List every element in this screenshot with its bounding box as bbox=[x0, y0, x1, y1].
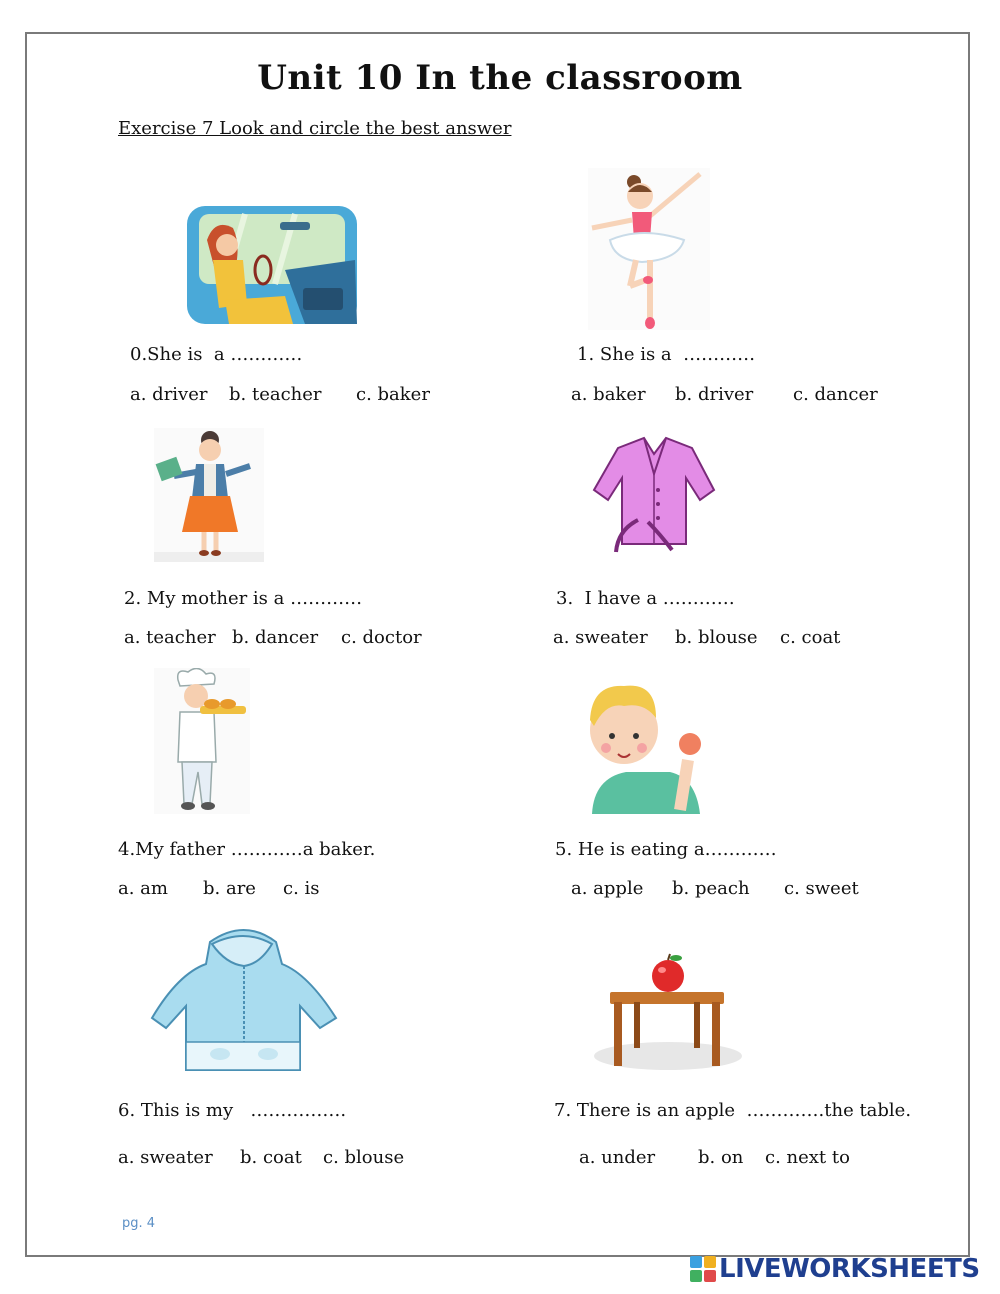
question-1-option-c[interactable]: c. dancer bbox=[793, 384, 878, 405]
brand-name: LIVEWORKSHEETS bbox=[719, 1254, 980, 1284]
question-1-option-a[interactable]: a. baker bbox=[571, 384, 646, 405]
question-5-prompt: 5. He is eating a………… bbox=[555, 839, 777, 860]
question-4-option-a[interactable]: a. am bbox=[118, 878, 168, 899]
question-0-prompt: 0.She is a ………… bbox=[130, 344, 303, 365]
question-3-option-b[interactable]: b. blouse bbox=[675, 627, 758, 648]
question-7-prompt: 7. There is an apple ………….the table. bbox=[554, 1100, 912, 1121]
question-2-prompt: 2. My mother is a ………… bbox=[124, 588, 363, 609]
question-3-option-c[interactable]: c. coat bbox=[780, 627, 841, 648]
dancer-picture bbox=[588, 168, 710, 330]
question-2-option-c[interactable]: c. doctor bbox=[341, 627, 422, 648]
question-6-option-b[interactable]: b. coat bbox=[240, 1147, 302, 1168]
question-4-option-b[interactable]: b. are bbox=[203, 878, 256, 899]
question-4-option-c[interactable]: c. is bbox=[283, 878, 320, 899]
liveworksheets-logo[interactable] bbox=[690, 1254, 980, 1284]
question-6-option-a[interactable]: a. sweater bbox=[118, 1147, 213, 1168]
question-7-option-c[interactable]: c. next to bbox=[765, 1147, 850, 1168]
boy-eating-picture bbox=[584, 680, 712, 814]
baker-picture bbox=[154, 668, 250, 814]
question-5-option-b[interactable]: b. peach bbox=[672, 878, 750, 899]
page-title: Unit 10 In the classroom bbox=[257, 58, 743, 98]
question-5-option-a[interactable]: a. apple bbox=[571, 878, 644, 899]
apple-on-table-picture bbox=[594, 952, 744, 1074]
question-1-option-b[interactable]: b. driver bbox=[675, 384, 754, 405]
question-7-option-a[interactable]: a. under bbox=[579, 1147, 656, 1168]
page-number: pg. 4 bbox=[122, 1216, 156, 1231]
question-3-option-a[interactable]: a. sweater bbox=[553, 627, 648, 648]
blouse-picture bbox=[588, 434, 720, 560]
question-3-prompt: 3. I have a ………… bbox=[556, 588, 735, 609]
question-5-option-c[interactable]: c. sweet bbox=[784, 878, 859, 899]
question-2-option-b[interactable]: b. dancer bbox=[232, 627, 319, 648]
question-0-option-c[interactable]: c. baker bbox=[356, 384, 430, 405]
question-4-prompt: 4.My father …………a baker. bbox=[118, 839, 376, 860]
question-0-option-b[interactable]: b. teacher bbox=[229, 384, 322, 405]
question-0-option-a[interactable]: a. driver bbox=[130, 384, 208, 405]
question-6-prompt: 6. This is my ……………. bbox=[118, 1100, 347, 1121]
driver-picture bbox=[185, 200, 360, 330]
liveworksheets-logo-icon bbox=[690, 1256, 716, 1282]
question-1-prompt: 1. She is a ………… bbox=[577, 344, 756, 365]
exercise-instruction: Exercise 7 Look and circle the best answer bbox=[118, 118, 512, 139]
question-6-option-c[interactable]: c. blouse bbox=[323, 1147, 405, 1168]
coat-picture bbox=[150, 924, 340, 1074]
question-7-option-b[interactable]: b. on bbox=[698, 1147, 744, 1168]
question-2-option-a[interactable]: a. teacher bbox=[124, 627, 216, 648]
teacher-picture bbox=[154, 428, 264, 562]
